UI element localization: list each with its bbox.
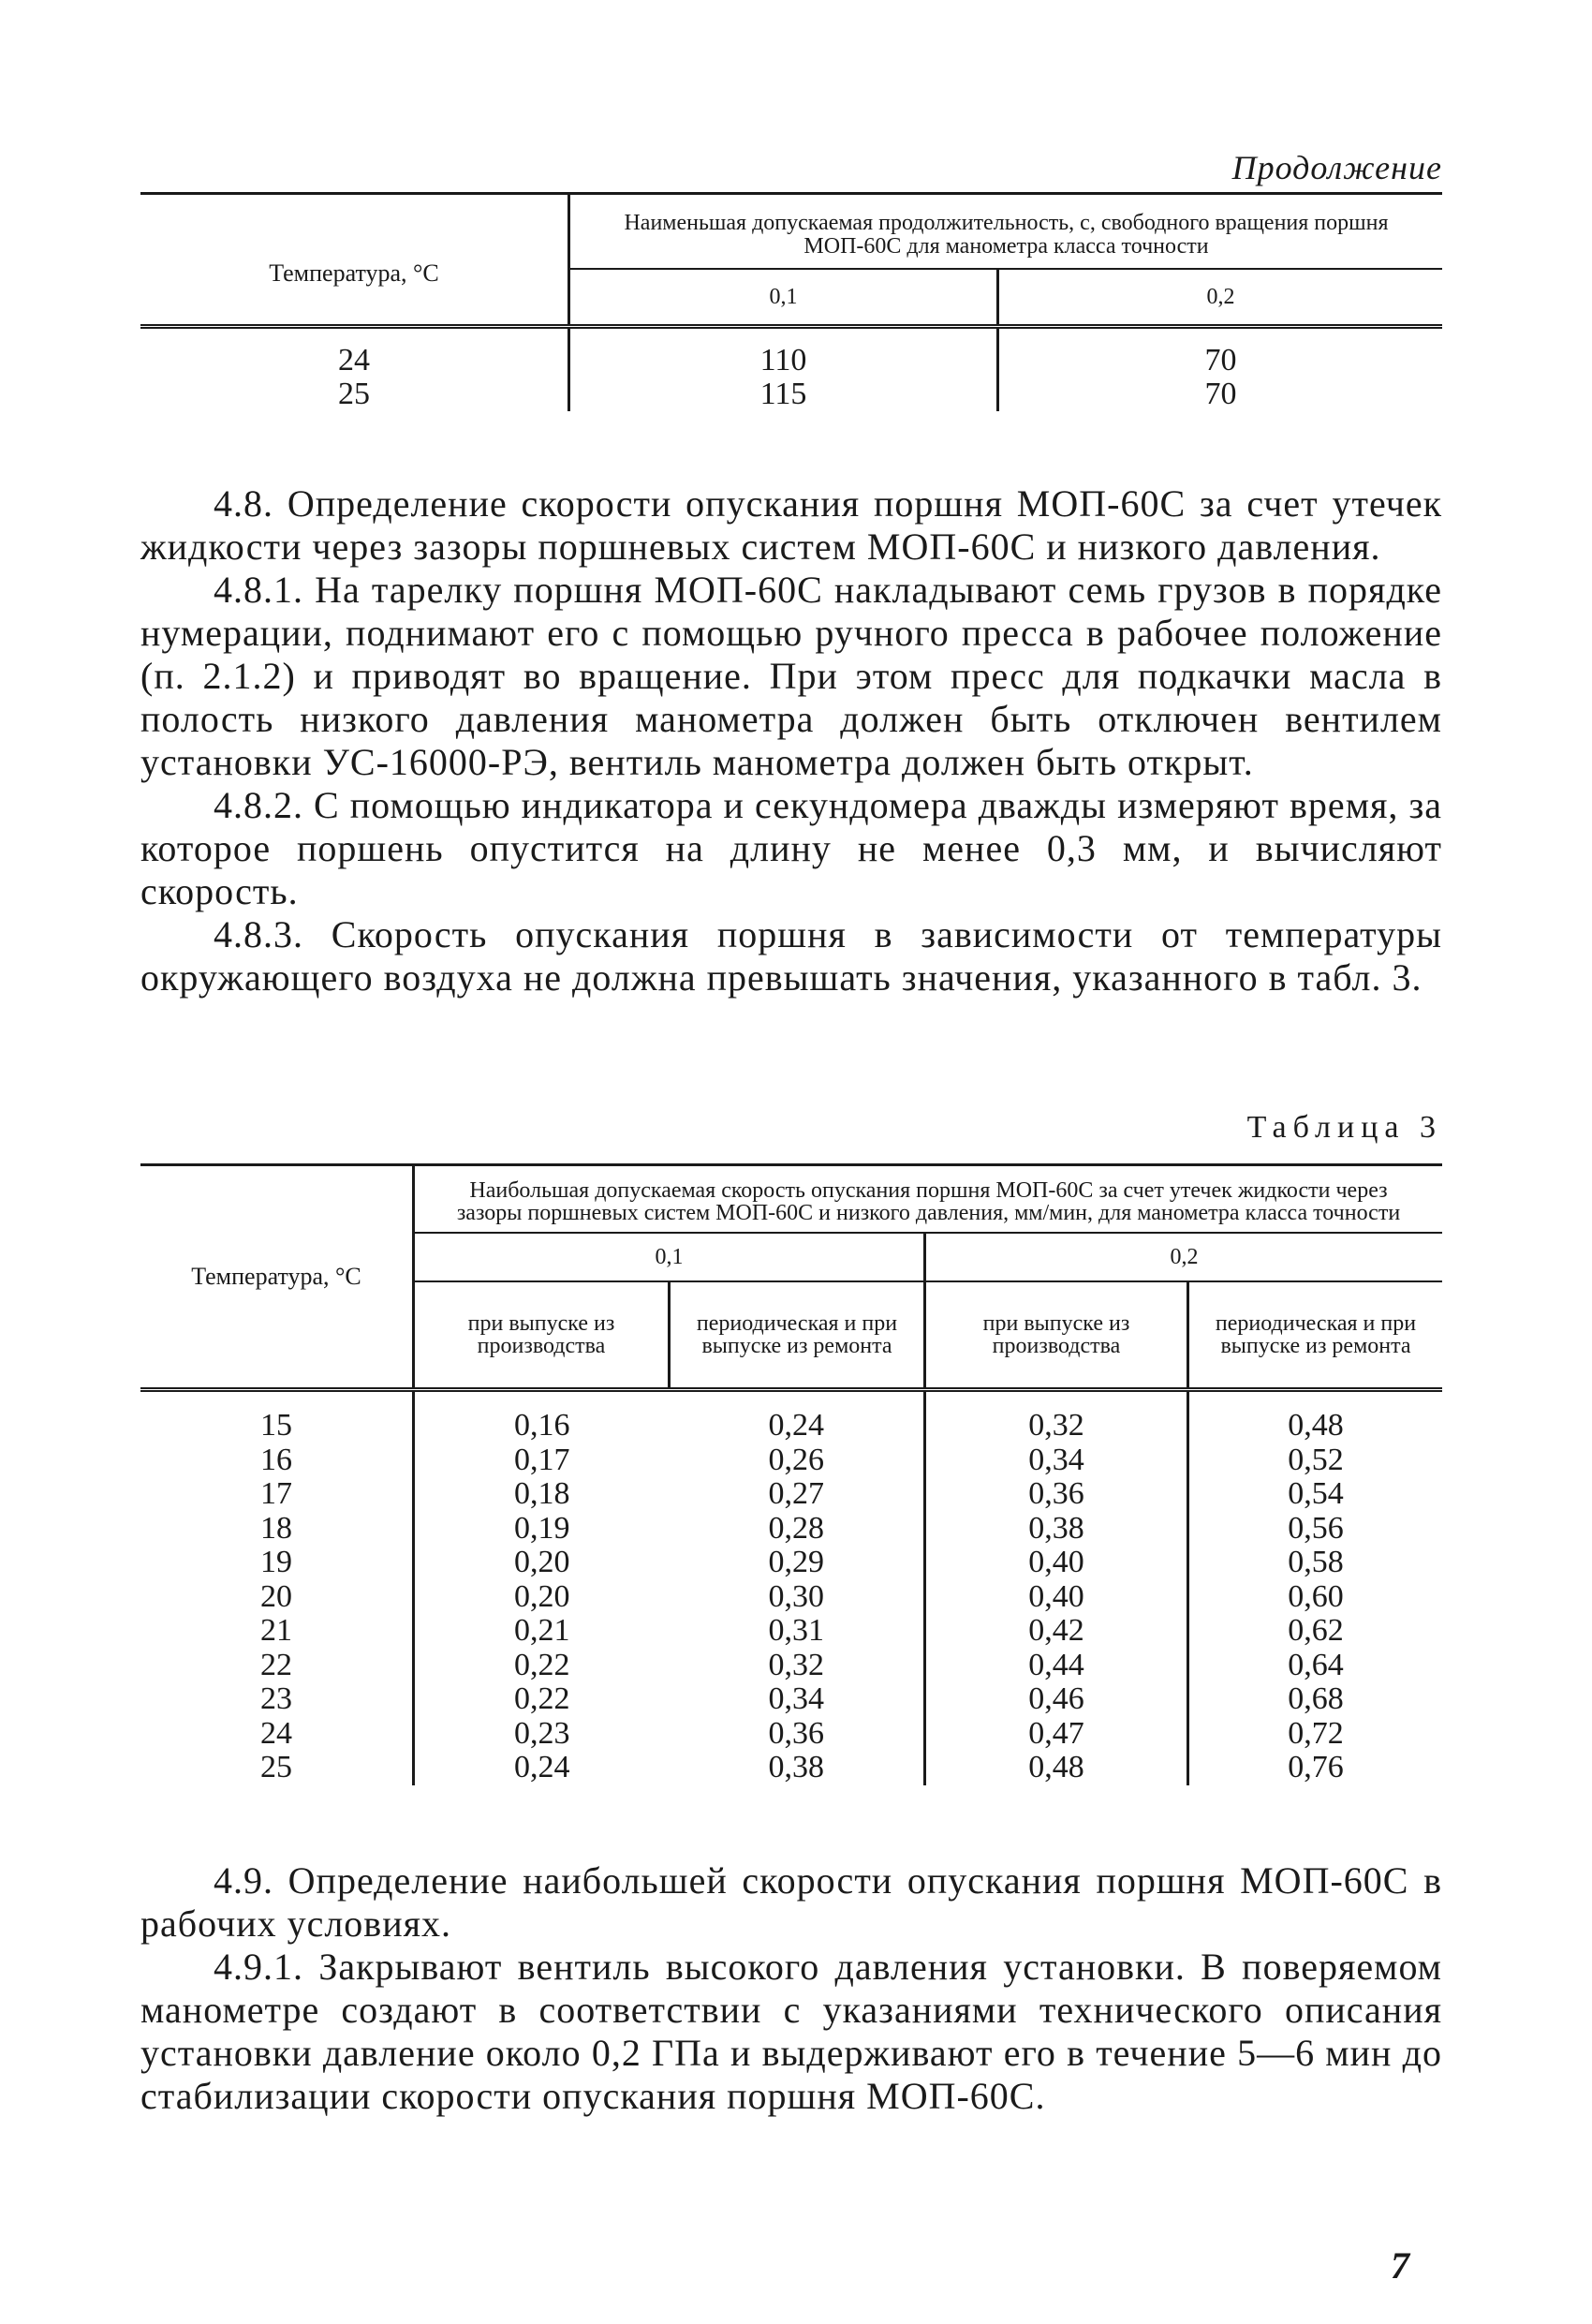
t3-cell: 0,28 <box>768 1510 824 1546</box>
t3-sub-prod-02: при выпуске из производства <box>925 1281 1188 1390</box>
t3-col-class-01: 0,1 <box>414 1233 925 1281</box>
t3-cell: 0,30 <box>768 1578 824 1614</box>
paragraph-4-8-1: 4.8.1. На тарелку поршня МОП-60С накладывают семь грузов в порядке нумерации, поднимают его с помощью ручного пресса в рабочее положение (п. 2.1.2) и приводят во вращение. При этом пресс для подкачки масла в полость низкого давления манометра должен быть отключен вентилем установки УС-16000-РЭ, вентиль манометра должен быть открыт. <box>140 569 1442 783</box>
col-class-02: 0,2 <box>998 269 1443 327</box>
t3-cell: 0,29 <box>768 1545 824 1579</box>
col-min-duration: Наименьшая допускаемая продолжительность, с, свободного вращения поршня МОП-60С для манометра класса точности <box>569 194 1443 270</box>
table-cell: 70 <box>998 327 1443 378</box>
table-3-caption: Таблица 3 <box>1246 1110 1442 1145</box>
continuation-label: Продолжение <box>1231 149 1442 186</box>
paragraph-4-8: 4.8. Определение скорости опускания поршня МОП-60С за счет утечек жидкости через зазоры поршневых систем МОП-60С и низкого давления. <box>140 482 1442 568</box>
t3-cell: 20 <box>260 1578 292 1614</box>
t3-cell: 0,58 <box>1288 1545 1344 1579</box>
t3-sub-rem-01: периодическая и при выпуске из ремонта <box>670 1281 925 1390</box>
t3-cell: 0,19 <box>514 1510 570 1546</box>
t3-cell: 17 <box>260 1476 292 1511</box>
t3-cell: 16 <box>260 1442 292 1477</box>
t3-cell: 0,18 <box>514 1476 570 1511</box>
t3-col-class-02: 0,2 <box>925 1233 1443 1281</box>
t3-cell: 15 <box>260 1408 292 1443</box>
t3-cell: 0,22 <box>514 1647 570 1682</box>
t3-cell: 0,34 <box>768 1681 824 1716</box>
t3-col-temperature: Температура, °С <box>140 1165 414 1390</box>
t3-sub-prod-01: при выпуске из производства <box>414 1281 670 1390</box>
t3-cell: 0,21 <box>514 1613 570 1648</box>
table-cell: 115 <box>569 377 998 411</box>
t3-cell: 0,27 <box>768 1476 824 1511</box>
t3-cell: 24 <box>260 1715 292 1751</box>
t3-cell: 0,38 <box>1028 1510 1084 1546</box>
t3-cell: 0,36 <box>1028 1476 1084 1511</box>
col-temperature: Температура, °С <box>140 194 569 327</box>
t3-cell: 21 <box>260 1613 292 1648</box>
t3-cell: 22 <box>260 1647 292 1682</box>
t3-cell: 0,32 <box>768 1647 824 1682</box>
t3-cell: 0,60 <box>1288 1578 1344 1614</box>
t3-cell: 19 <box>260 1545 292 1579</box>
paragraph-4-9-1: 4.9.1. Закрывают вентиль высокого давления установки. В поверяемом манометре создают в соответствии с указаниями технического описания установки давление около 0,2 ГПа и выдерживают его в течение 5—6 мин до стабилизации скорости опускания поршня МОП-60С. <box>140 1946 1442 2117</box>
table-cell-temp: 24 <box>338 343 370 377</box>
t3-cell: 0,62 <box>1288 1613 1344 1648</box>
table-3 <box>140 1163 1442 1785</box>
t3-cell: 0,54 <box>1288 1476 1344 1511</box>
t3-cell: 0,47 <box>1028 1715 1084 1751</box>
paragraph-4-9: 4.9. Определение наибольшей скорости опускания поршня МОП-60С в рабочих условиях. <box>140 1859 1442 1945</box>
t3-cell: 0,72 <box>1288 1715 1344 1751</box>
t3-cell: 0,36 <box>768 1715 824 1751</box>
t3-cell: 23 <box>260 1681 292 1716</box>
table-cell: 110 <box>569 327 998 378</box>
t3-col3 <box>925 1390 1188 1785</box>
t3-cell: 0,40 <box>1028 1545 1084 1579</box>
t3-col-max-speed: Наибольшая допускаемая скорость опускания поршня МОП-60С за счет утечек жидкости через зазоры поршневых систем МОП-60С и низкого давления, мм/мин, для манометра класса точности <box>414 1165 1443 1234</box>
t3-temps <box>140 1390 414 1785</box>
section-4-8 <box>140 482 1442 999</box>
t3-cell: 0,52 <box>1288 1442 1344 1477</box>
t3-cell: 0,56 <box>1288 1510 1344 1546</box>
t3-cell: 0,76 <box>1288 1750 1344 1784</box>
paragraph-4-8-2: 4.8.2. С помощью индикатора и секундомера дважды измеряют время, за которое поршень опустится на длину не менее 0,3 мм, и вычисляют скорость. <box>140 784 1442 912</box>
t3-cell: 0,48 <box>1288 1408 1344 1443</box>
t3-cell: 0,68 <box>1288 1681 1344 1716</box>
t3-cell: 0,32 <box>1028 1408 1084 1443</box>
t3-cell: 0,20 <box>514 1545 570 1579</box>
table-cell-temp: 25 <box>338 377 370 411</box>
section-4-9 <box>140 1859 1442 2118</box>
t3-cell: 0,31 <box>768 1613 824 1648</box>
t3-cell: 0,24 <box>768 1408 824 1443</box>
t3-cell: 0,44 <box>1028 1647 1084 1682</box>
t3-col4 <box>1188 1390 1443 1785</box>
paragraph-4-8-3: 4.8.3. Скорость опускания поршня в зависимости от температуры окружающего воздуха не должна превышать значения, указанного в табл. 3. <box>140 913 1442 999</box>
t3-cell: 18 <box>260 1510 292 1546</box>
t3-cell: 0,38 <box>768 1750 824 1784</box>
continuation-table <box>140 192 1442 411</box>
t3-cell: 0,20 <box>514 1578 570 1614</box>
t3-col1 <box>414 1390 670 1785</box>
page-number: 7 <box>1391 2244 1409 2287</box>
t3-cell: 0,40 <box>1028 1578 1084 1614</box>
t3-cell: 0,16 <box>514 1408 570 1443</box>
t3-cell: 0,17 <box>514 1442 570 1477</box>
t3-cell: 0,48 <box>1028 1750 1084 1784</box>
t3-cell: 0,26 <box>768 1442 824 1477</box>
t3-sub-rem-02: периодическая и при выпуске из ремонта <box>1188 1281 1443 1390</box>
t3-cell: 0,42 <box>1028 1613 1084 1648</box>
col-class-01: 0,1 <box>569 269 998 327</box>
t3-cell: 25 <box>260 1750 292 1784</box>
table-cell: 70 <box>998 377 1443 411</box>
t3-cell: 0,22 <box>514 1681 570 1716</box>
t3-cell: 0,34 <box>1028 1442 1084 1477</box>
t3-cell: 0,64 <box>1288 1647 1344 1682</box>
t3-cell: 0,23 <box>514 1715 570 1751</box>
t3-cell: 0,24 <box>514 1750 570 1784</box>
t3-col2 <box>670 1390 925 1785</box>
t3-cell: 0,46 <box>1028 1681 1084 1716</box>
